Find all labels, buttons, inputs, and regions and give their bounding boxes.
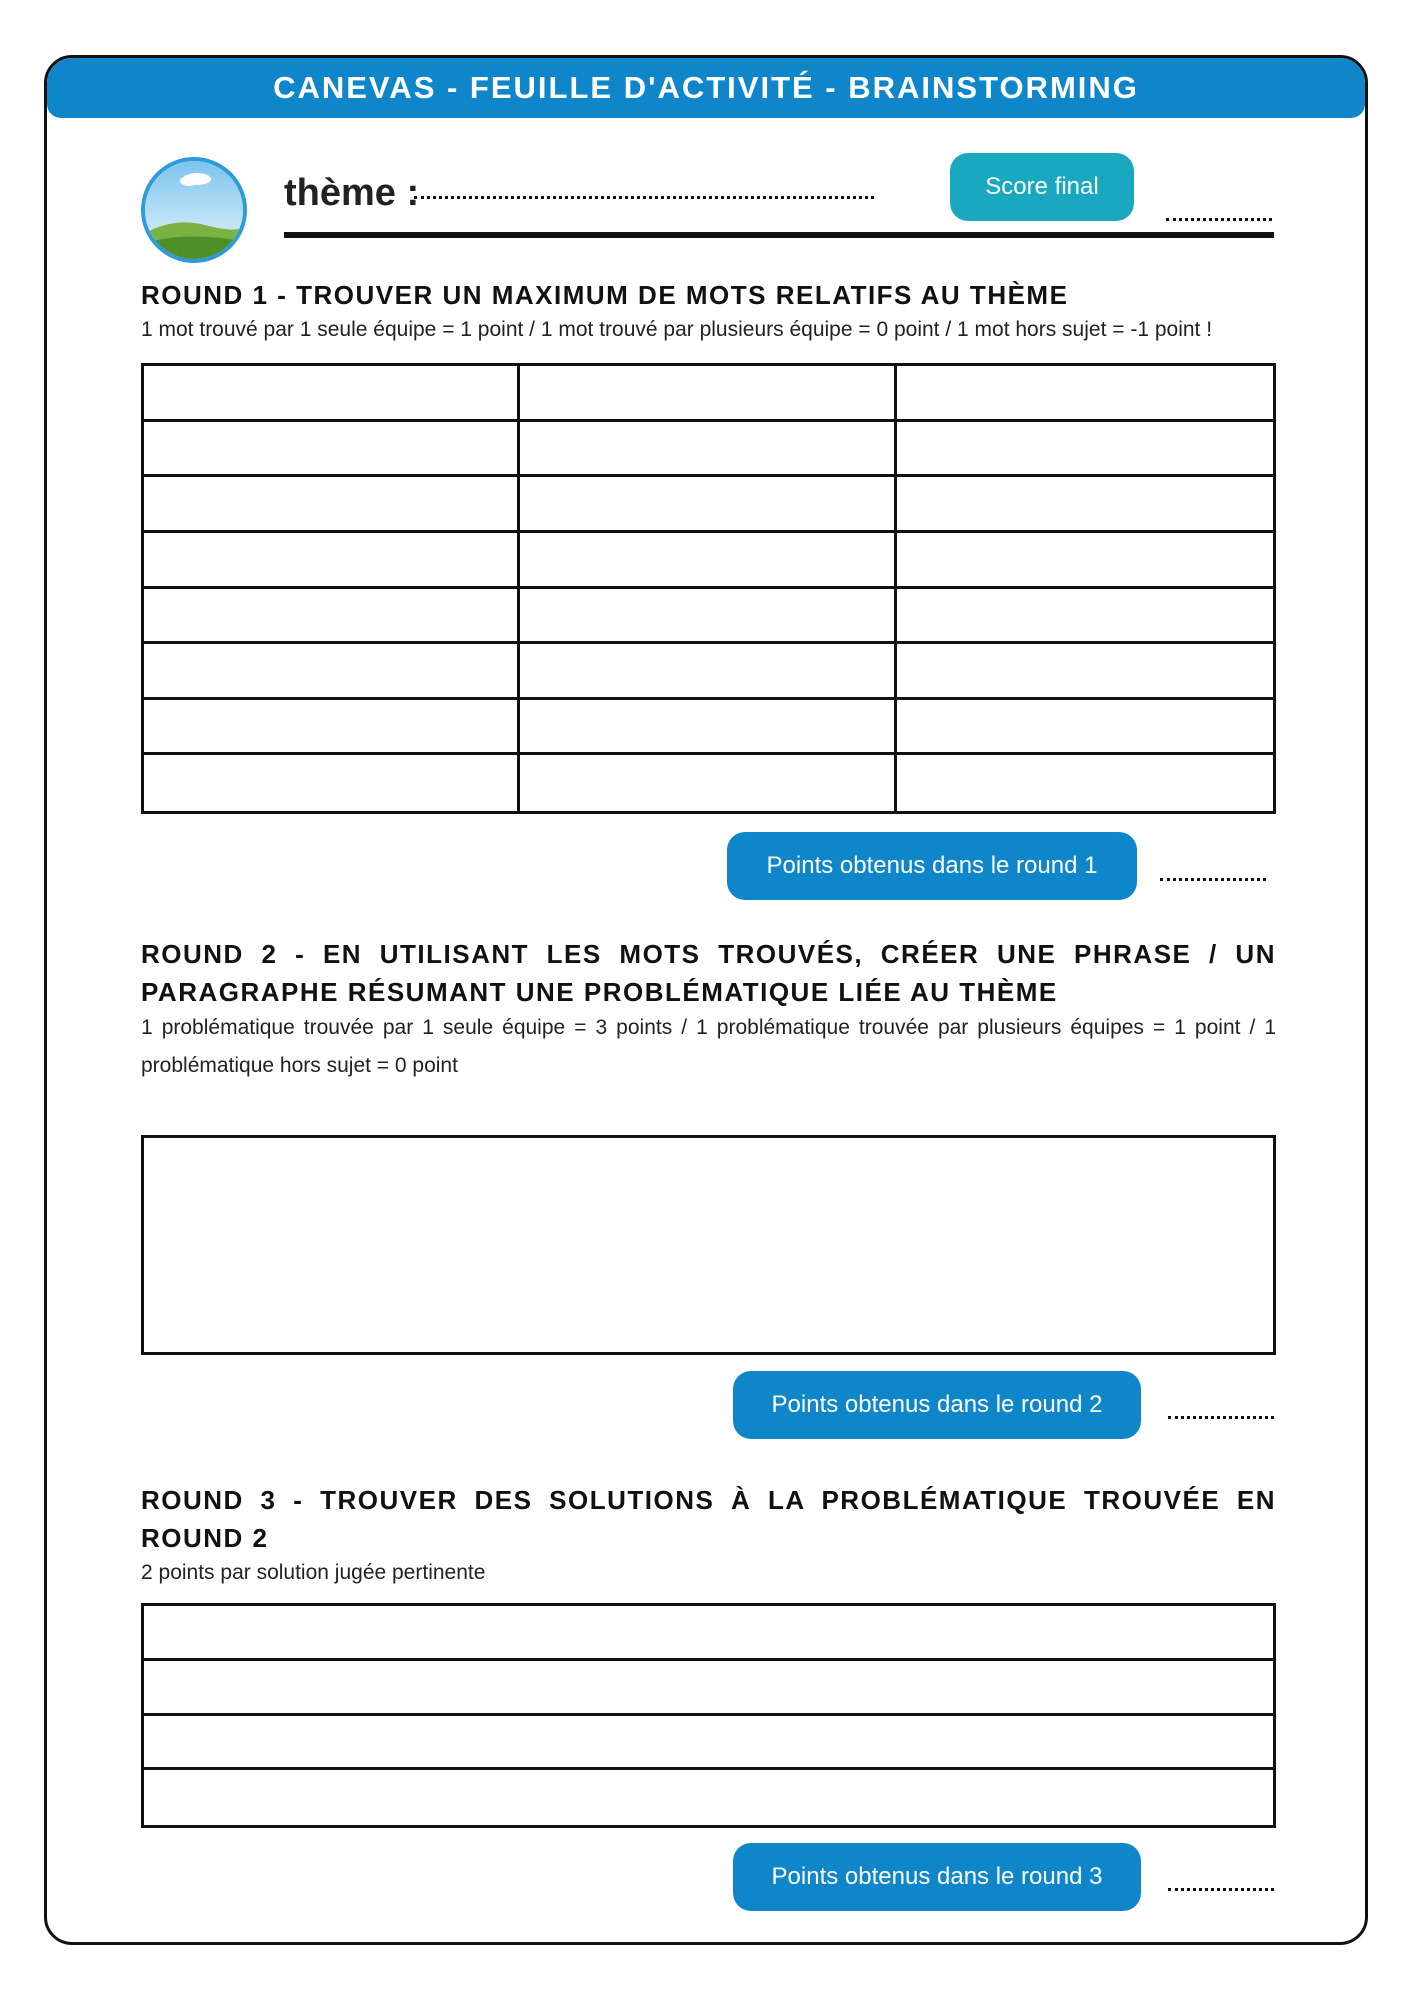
- solution-row[interactable]: [144, 1716, 1273, 1771]
- landscape-logo-icon: [141, 157, 247, 263]
- word-cell[interactable]: [520, 533, 896, 589]
- word-cell[interactable]: [144, 533, 520, 589]
- solution-row[interactable]: [144, 1770, 1273, 1825]
- round2-points-badge: Points obtenus dans le round 2: [733, 1371, 1141, 1439]
- word-cell[interactable]: [897, 644, 1273, 700]
- word-cell[interactable]: [520, 589, 896, 645]
- round3-points-field[interactable]: [1168, 1888, 1274, 1891]
- word-cell[interactable]: [144, 755, 520, 811]
- round2-answer-box[interactable]: [141, 1135, 1276, 1355]
- word-cell[interactable]: [144, 477, 520, 533]
- round1-word-grid: [141, 363, 1276, 814]
- word-cell[interactable]: [897, 700, 1273, 756]
- theme-label: thème :: [284, 172, 420, 214]
- word-cell[interactable]: [897, 755, 1273, 811]
- theme-input-line[interactable]: [414, 196, 874, 199]
- round2-title: ROUND 2 - EN UTILISANT LES MOTS TROUVÉS, CRÉER UNE PHRASE / UN PARAGRAPHE RÉSUMANT UNE PROBLÉMATIQUE LIÉE AU THÈME: [141, 939, 1276, 1007]
- word-cell[interactable]: [897, 422, 1273, 478]
- round1-title: ROUND 1 - TROUVER UN MAXIMUM DE MOTS RELATIFS AU THÈME: [141, 280, 1069, 310]
- word-cell[interactable]: [520, 366, 896, 422]
- word-cell[interactable]: [144, 589, 520, 645]
- round3-solutions-list: [141, 1603, 1276, 1828]
- word-cell[interactable]: [144, 366, 520, 422]
- round1-points-badge: Points obtenus dans le round 1: [727, 832, 1137, 900]
- word-cell[interactable]: [144, 422, 520, 478]
- word-cell[interactable]: [144, 644, 520, 700]
- score-final-field[interactable]: [1166, 218, 1272, 221]
- round2-points-field[interactable]: [1168, 1416, 1274, 1419]
- theme-underline: [284, 232, 1274, 238]
- round3-description: 2 points par solution jugée pertinente: [141, 1561, 486, 1584]
- word-cell[interactable]: [897, 533, 1273, 589]
- word-cell[interactable]: [897, 589, 1273, 645]
- word-cell[interactable]: [520, 755, 896, 811]
- round1-points-field[interactable]: [1160, 878, 1266, 881]
- word-cell[interactable]: [144, 700, 520, 756]
- word-cell[interactable]: [520, 700, 896, 756]
- page-title: CANEVAS - FEUILLE D'ACTIVITÉ - BRAINSTORMING: [47, 58, 1365, 118]
- word-cell[interactable]: [897, 477, 1273, 533]
- round2-description: 1 problématique trouvée par 1 seule équipe = 3 points / 1 problématique trouvée par plusieurs équipes = 1 point / 1 problématique hors sujet = 0 point: [141, 1016, 1276, 1077]
- word-cell[interactable]: [520, 422, 896, 478]
- word-cell[interactable]: [897, 366, 1273, 422]
- solution-row[interactable]: [144, 1606, 1273, 1661]
- round3-title: ROUND 3 - TROUVER DES SOLUTIONS À LA PROBLÉMATIQUE TROUVÉE EN ROUND 2: [141, 1485, 1276, 1553]
- word-cell[interactable]: [520, 477, 896, 533]
- round1-description: 1 mot trouvé par 1 seule équipe = 1 point / 1 mot trouvé par plusieurs équipe = 0 point / 1 mot hors sujet = -1 point !: [141, 318, 1213, 341]
- round3-points-badge: Points obtenus dans le round 3: [733, 1843, 1141, 1911]
- solution-row[interactable]: [144, 1661, 1273, 1716]
- word-cell[interactable]: [520, 644, 896, 700]
- score-final-badge: Score final: [950, 153, 1134, 221]
